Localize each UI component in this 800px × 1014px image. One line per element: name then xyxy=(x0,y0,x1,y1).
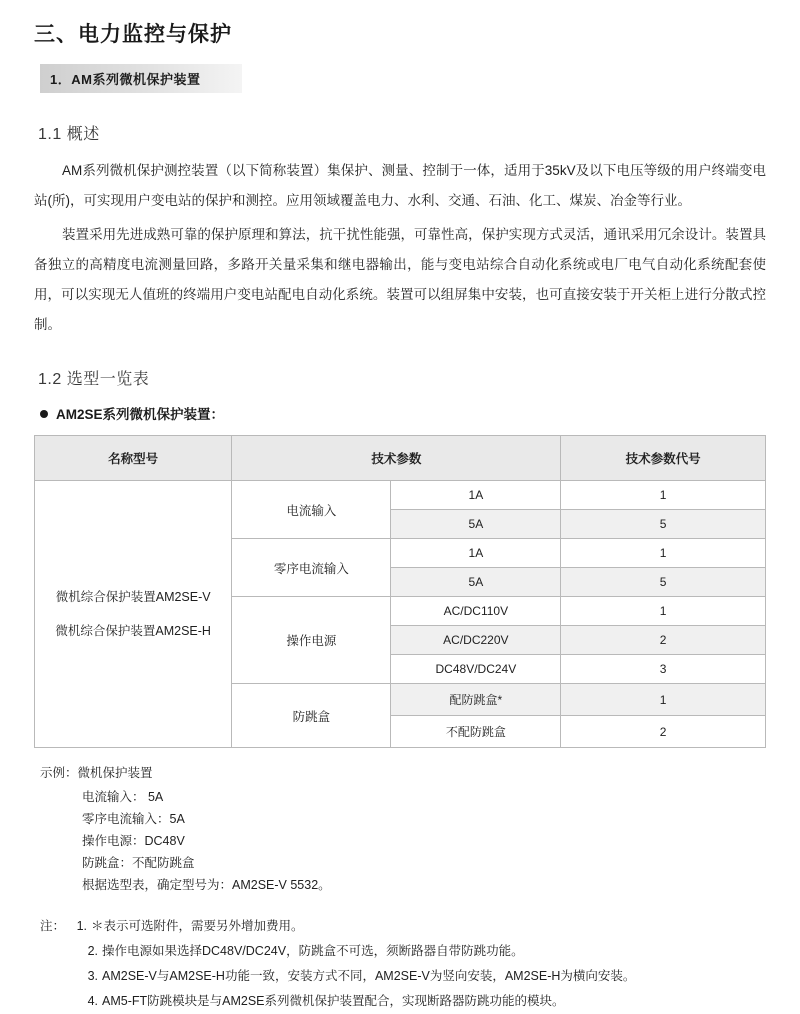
note-text: ＊表示可选附件，需要另外增加费用。 xyxy=(91,919,304,933)
selection-table xyxy=(34,435,766,748)
table-header-name: 名称型号 xyxy=(35,436,232,481)
table-cell-code: 1 xyxy=(561,481,766,510)
table-row xyxy=(35,481,766,510)
note-item xyxy=(40,989,766,1014)
example-heading: 示例：微机保护装置 xyxy=(40,766,153,780)
table-cell-code: 1 xyxy=(561,684,766,716)
overview-heading: 1.1 概述 xyxy=(38,126,100,143)
note-item xyxy=(40,939,766,964)
table-cell-param: 1A xyxy=(391,481,561,510)
note-number: 4. xyxy=(87,994,98,1008)
name-model-1: 微机综合保护装置AM2SE-V xyxy=(55,590,211,604)
note-text: 操作电源如果选择DC48V/DC24V，防跳盒不可选，须断路器自带防跳功能。 xyxy=(102,944,524,958)
table-cell-name-models xyxy=(35,481,232,748)
example-line: 操作电源：DC48V xyxy=(82,834,185,848)
example-line: 电流输入： 5A xyxy=(82,790,164,804)
table-cell-code: 1 xyxy=(561,597,766,626)
table-cell-param: 1A xyxy=(391,539,561,568)
section-banner: 1．AM系列微机保护装置 xyxy=(40,64,242,93)
table-cell-group-current-input: 电流输入 xyxy=(232,481,391,539)
name-model-2: 微机综合保护装置AM2SE-H xyxy=(55,624,211,638)
selection-bullet-label: AM2SE系列微机保护装置： xyxy=(56,407,225,422)
notes-block xyxy=(40,914,766,1014)
notes-label: 注： xyxy=(40,919,66,933)
table-header-row xyxy=(35,436,766,481)
table-cell-param: AC/DC220V xyxy=(391,626,561,655)
bullet-dot-icon xyxy=(40,410,48,418)
note-number: 2. xyxy=(87,944,98,958)
table-header-code: 技术参数代号 xyxy=(561,436,766,481)
table-cell-code: 2 xyxy=(561,716,766,748)
note-item xyxy=(40,914,766,939)
table-cell-group-anti-trip-box: 防跳盒 xyxy=(232,684,391,748)
table-cell-param: 不配防跳盒 xyxy=(391,716,561,748)
table-cell-param: 配防跳盒* xyxy=(391,684,561,716)
overview-paragraph-1: AM系列微机保护测控装置（以下简称装置）集保护、测量、控制于一体，适用于35kV及以下电压等级的用户终端变电站(所)，可实现用户变电站的保护和测控。应用领域覆盖电力、水利、交通、石油、化工、煤炭、冶金等行业。 xyxy=(34,163,766,208)
table-header-param: 技术参数 xyxy=(232,436,561,481)
table-cell-code: 3 xyxy=(561,655,766,684)
example-line: 零序电流输入：5A xyxy=(82,812,185,826)
table-cell-group-zero-seq-input: 零序电流输入 xyxy=(232,539,391,597)
note-text: AM2SE-V与AM2SE-H功能一致，安装方式不同，AM2SE-V为竖向安装，AM2SE-H为横向安装。 xyxy=(102,969,636,983)
table-cell-group-power-supply: 操作电源 xyxy=(232,597,391,684)
table-cell-param: DC48V/DC24V xyxy=(391,655,561,684)
overview-paragraph-2: 装置采用先进成熟可靠的保护原理和算法，抗干扰性能强，可靠性高，保护实现方式灵活，通讯采用冗余设计。装置具备独立的高精度电流测量回路，多路开关量采集和继电器输出，能与变电站综合自动化系统或电厂电气自动化系统配套使用，可以实现无人值班的终端用户变电站配电自动化系统。装置可以组屏集中安装，也可直接安装于开关柜上进行分散式控制。 xyxy=(34,227,766,332)
example-line: 根据选型表，确定型号为：AM2SE-V 5532。 xyxy=(82,878,331,892)
table-cell-code: 5 xyxy=(561,568,766,597)
table-cell-code: 2 xyxy=(561,626,766,655)
table-cell-param: 5A xyxy=(391,510,561,539)
page-title: 三、电力监控与保护 xyxy=(34,23,232,46)
table-cell-code: 5 xyxy=(561,510,766,539)
selection-bullet xyxy=(40,403,766,423)
selection-heading: 1.2 选型一览表 xyxy=(38,371,150,388)
note-text: AM5-FT防跳模块是与AM2SE系列微机保护装置配合，实现断路器防跳功能的模块。 xyxy=(102,994,565,1008)
note-item xyxy=(40,964,766,989)
note-number: 3. xyxy=(87,969,98,983)
example-line: 防跳盒：不配防跳盒 xyxy=(82,856,195,870)
note-number: 1. xyxy=(76,919,88,933)
table-cell-param: 5A xyxy=(391,568,561,597)
table-cell-param: AC/DC110V xyxy=(391,597,561,626)
example-block xyxy=(40,762,766,896)
table-cell-code: 1 xyxy=(561,539,766,568)
